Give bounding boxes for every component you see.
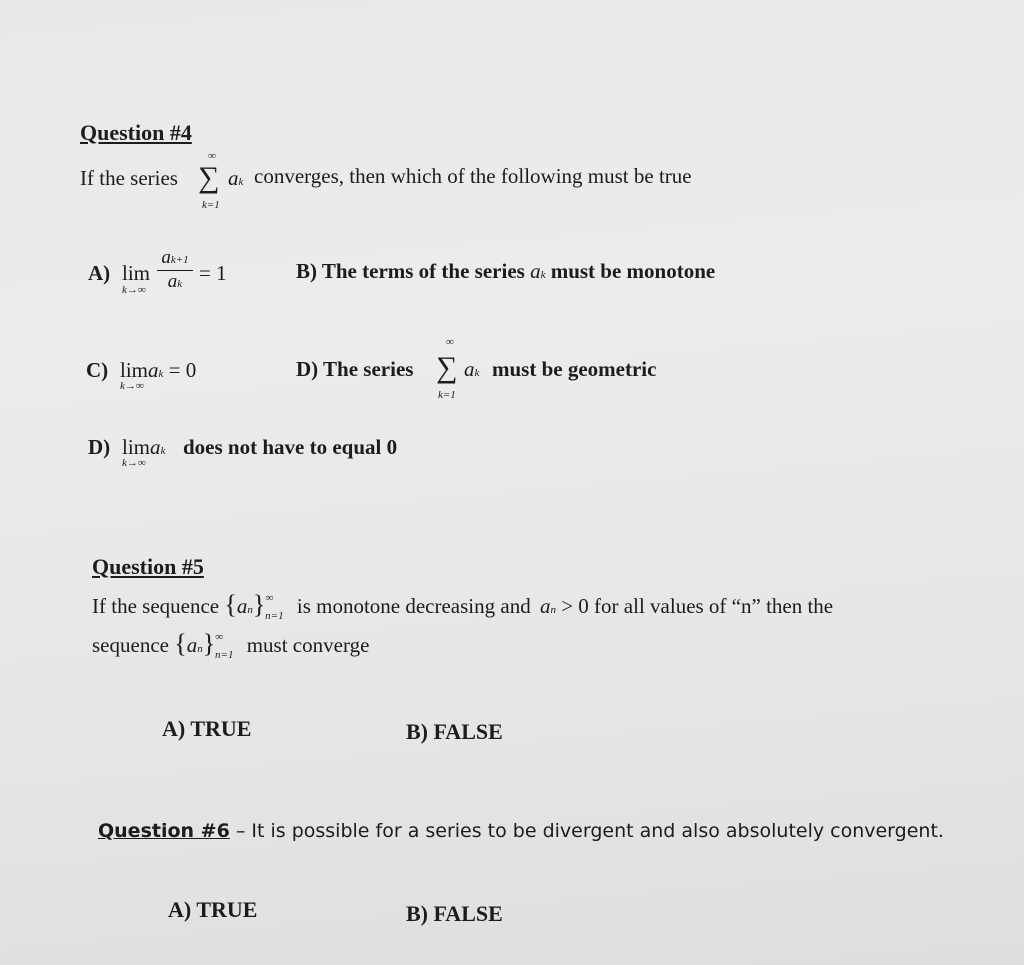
question-4-stem-suffix: converges, then which of the following must be true <box>254 164 692 188</box>
q4-option-a-rhs: = 1 <box>199 261 227 285</box>
q4-option-a-numerator: ak+1 <box>161 247 189 268</box>
question-4-title: Question #4 <box>80 120 192 145</box>
q4-option-d-text-after: must be geometric <box>492 357 657 381</box>
q6-option-false[interactable]: B) FALSE <box>406 901 503 926</box>
q4-option-a-lim-sub: k→∞ <box>122 284 146 296</box>
q4-option-a-fraction <box>157 248 193 295</box>
q4-sum-lower: k=1 <box>202 199 220 211</box>
q4-option-b: B) The terms of the series ak must be monotone <box>296 259 716 283</box>
q4-option-a-letter: A) <box>88 261 111 285</box>
q4-option-e-expr: limak <box>122 435 166 459</box>
q4-option-e-text: does not have to equal 0 <box>183 435 398 459</box>
question-6-text: – It is possible for a series to be divergent and also absolutely convergent. <box>229 820 944 842</box>
q4-option-c-lim-sub: k→∞ <box>120 380 144 392</box>
q4-option-a-denominator: ak <box>167 271 183 292</box>
q4-option-c-expr: limak = 0 <box>120 358 197 382</box>
q4-term: ak <box>228 166 244 190</box>
q4-option-d-sum-lower: k=1 <box>438 389 456 401</box>
q4-sum-symbol: ∑ <box>198 161 220 194</box>
q5-option-true[interactable]: A) TRUE <box>162 716 252 741</box>
q4-option-e-lim-sub: k→∞ <box>122 457 146 469</box>
q4-option-b-term: ak <box>530 259 546 283</box>
question-5-title: Question #5 <box>92 554 204 579</box>
q4-sum-upper: ∞ <box>208 150 216 162</box>
question-5-line2: sequence $\{an\}^\infty_{n=1}$ must converge <box>92 629 370 661</box>
question-5-line1: If the sequence $\{an\}^\infty_{n=1}$ is monotone decreasing and an > 0 for all values of “n” then the <box>92 590 834 622</box>
q4-option-d-sum-upper: ∞ <box>446 336 454 348</box>
q5-option-false[interactable]: B) FALSE <box>406 719 503 744</box>
q4-option-a-lim: lim <box>122 261 151 285</box>
question-6-line <box>98 820 944 842</box>
q4-option-c-letter: C) <box>86 358 109 382</box>
q6-option-true[interactable]: A) TRUE <box>168 897 258 922</box>
q4-option-d-sum-symbol: ∑ <box>436 351 458 384</box>
q4-option-e-letter: D) <box>88 435 111 459</box>
q4-option-d-term: ak <box>464 357 480 381</box>
q4-option-d-text: D) The series <box>296 357 414 381</box>
question-6-title: Question #6 <box>98 820 230 842</box>
question-4-stem-prefix: If the series <box>80 166 178 190</box>
